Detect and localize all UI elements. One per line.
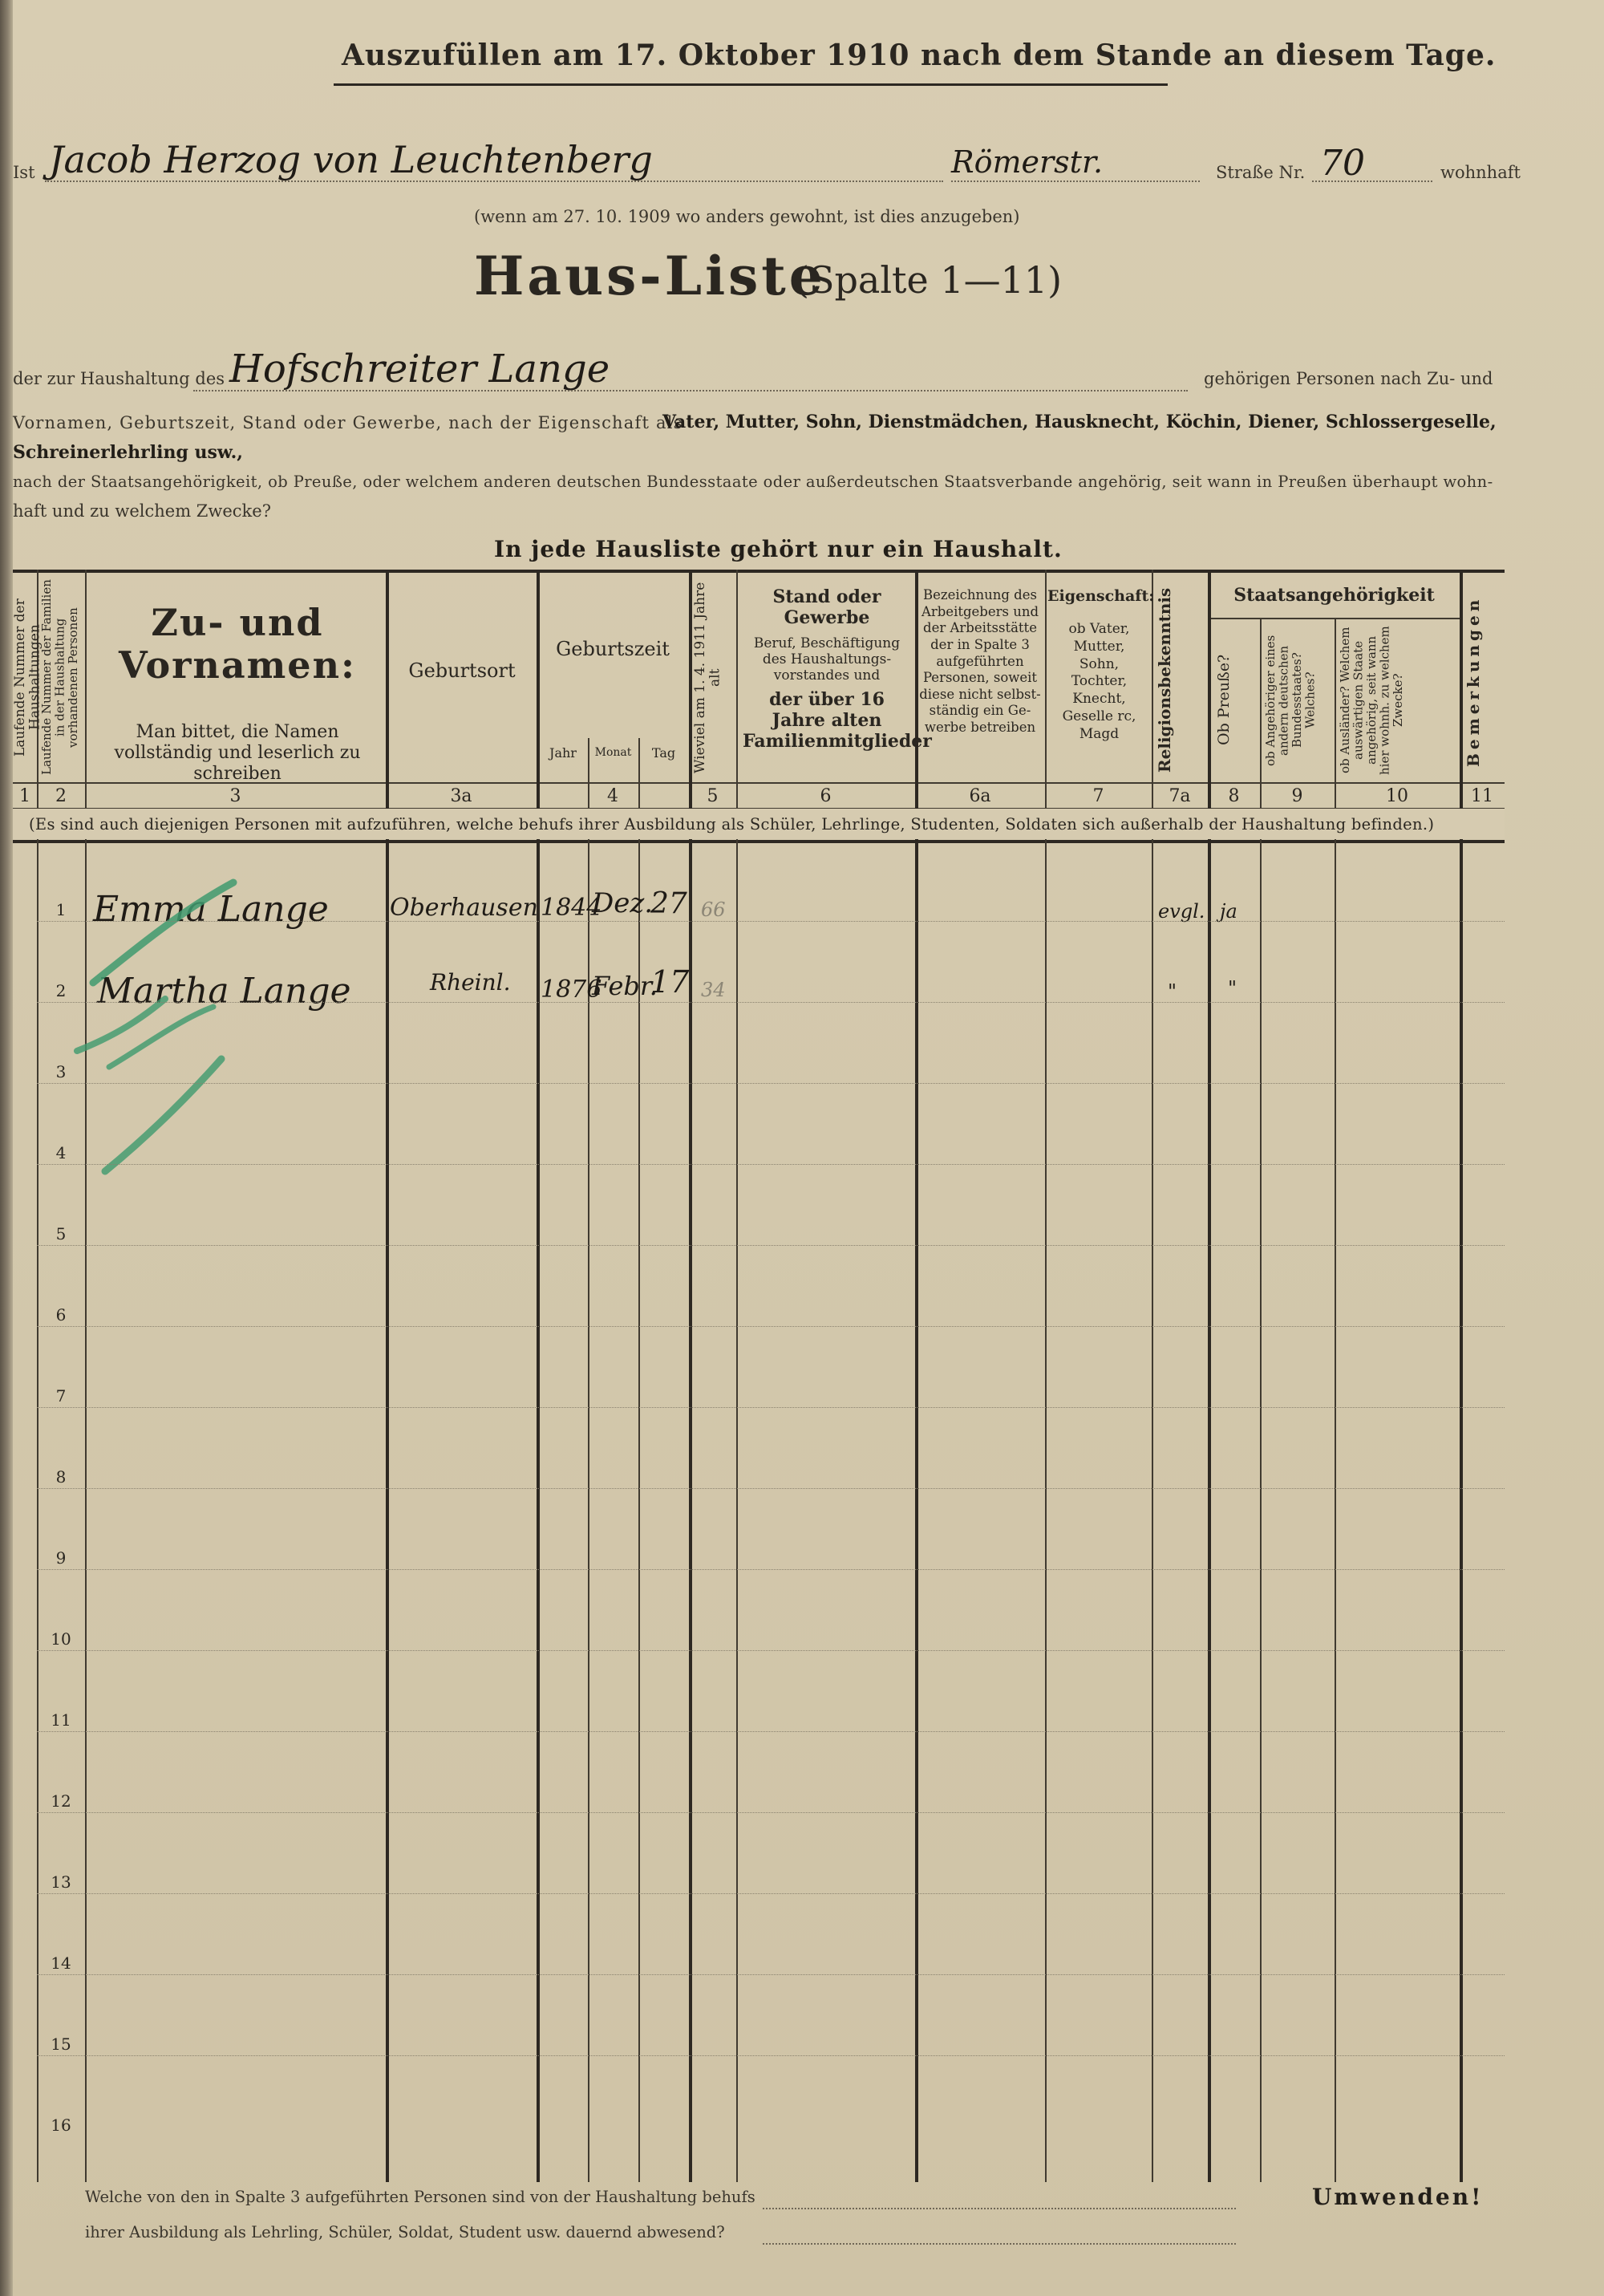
entry-birthplace[interactable]: Rheinl. — [430, 969, 511, 996]
colnum-11: 11 — [1471, 786, 1493, 806]
row-number: 13 — [51, 1872, 71, 1892]
col6a-header: Bezeichnung des Arbeitgebers und der Arbeitsstätte der in Spalte 3 aufgeführten Personen, soweit diese nicht selbst-ständig ein Ge-werbe betreiben — [919, 587, 1041, 735]
col-rule — [1335, 618, 1336, 2182]
entry-birth-year[interactable]: 1844 — [541, 894, 602, 922]
row-number: 10 — [51, 1629, 71, 1649]
absent-dotline-2 — [763, 2243, 1236, 2245]
col10-header: ob Ausländer? Welchem auswärtigen Staate angehörig, seit wann hier wohnh. zu welchem Zwecke? — [1338, 626, 1405, 775]
moved-note: (wenn am 27. 10. 1909 wo anders gewohnt, ist dies anzugeben) — [474, 207, 1020, 226]
row-separator — [37, 1893, 1505, 1894]
census-form-page — [13, 0, 1604, 2296]
intro-line5: haft und zu welchem Zwecke? — [13, 501, 271, 521]
row-separator — [37, 1245, 1505, 1246]
street-handwritten[interactable]: Römerstr. — [951, 144, 1104, 180]
col1-header: Laufende Nummer der Haushaltungen — [12, 598, 43, 757]
book-binding-edge — [0, 0, 13, 2296]
col2-header: Laufende Nummer der Familien in der Haushaltung vorhandenen Personen — [39, 579, 80, 776]
col4-jahr: Jahr — [549, 745, 577, 761]
owner-handwritten[interactable]: Jacob Herzog von Leuchtenberg — [49, 138, 653, 181]
col6-note: Beruf, Beschäftigung des Haushaltungs-vorstandes und — [753, 635, 901, 684]
entry-age[interactable]: 66 — [701, 899, 726, 921]
row-separator — [37, 1569, 1505, 1570]
entry-prussian[interactable]: ja — [1220, 900, 1237, 923]
household-prefix: der zur Haushaltung des — [13, 369, 225, 388]
form-title: Haus-Liste — [474, 245, 826, 307]
entry-age[interactable]: 34 — [701, 979, 726, 1001]
entry-religion[interactable]: " — [1168, 980, 1177, 1003]
colnum-7a: 7a — [1169, 786, 1191, 806]
col5-header: Wieviel am 1. 4. 1911 Jahre alt — [692, 582, 723, 774]
row-separator — [37, 1731, 1505, 1732]
intro-line2-plain: Vornamen, Geburtszeit, Stand oder Gewerbe, nach der Eigenschaft als — [13, 413, 683, 432]
colnum-7: 7 — [1092, 786, 1104, 806]
row-number: 1 — [55, 900, 67, 919]
col8-header: Ob Preuße? — [1215, 654, 1233, 746]
row-separator — [37, 1002, 1505, 1003]
row-separator — [37, 2055, 1505, 2056]
row-separator — [37, 1488, 1505, 1489]
col6-title: Stand oder Gewerbe — [772, 586, 881, 628]
row-separator — [37, 1650, 1505, 1651]
col4-header: Geburtszeit — [556, 638, 670, 660]
absent-dotline-1 — [763, 2208, 1236, 2209]
row-number: 2 — [55, 981, 67, 1000]
row-number: 7 — [55, 1386, 67, 1406]
row-separator — [37, 1974, 1505, 1975]
street-dotline — [951, 181, 1200, 182]
row-number: 5 — [55, 1224, 67, 1243]
absent-question-line1: Welche von den in Spalte 3 aufgeführten Personen sind von der Haushaltung behufs — [85, 2188, 755, 2206]
col3-note: Man bittet, die Namen vollständig und leserlich zu schreiben — [114, 722, 361, 784]
household-suffix: gehörigen Personen nach Zu- und — [1204, 369, 1493, 388]
col7-title: Eigenschaft: — [1047, 587, 1155, 605]
intro-line4: nach der Staatsangehörigkeit, ob Preuße, oder welchem anderen deutschen Bundesstaate oder außerdeutschen Staatsverbande angehörig, seit wann in Preußen überhaupt wohn- — [13, 473, 1493, 491]
row-separator — [37, 1083, 1505, 1084]
col7-note: ob Vater, Mutter, Sohn, Tochter, Knecht, Geselle rc, Magd — [1062, 621, 1136, 742]
colnum-10: 10 — [1386, 786, 1408, 806]
fill-date-instruction: Auszufüllen am 17. Oktober 1910 nach dem Stande an diesem Tage. — [342, 39, 1497, 72]
turn-page-note: Umwenden! — [1312, 2184, 1484, 2210]
absent-question-line2: ihrer Ausbildung als Lehrling, Schüler, Soldat, Student usw. dauernd abwesend? — [85, 2223, 725, 2241]
col-rule — [1260, 618, 1262, 2182]
entry-birth-year[interactable]: 1876 — [541, 976, 602, 1004]
owner-dotline — [45, 181, 943, 182]
row-number: 15 — [51, 2034, 71, 2054]
entry-birth-day[interactable]: 17 — [650, 964, 690, 1000]
note-row-text: (Es sind auch diejenigen Personen mit aufzuführen, welche behufs ihrer Ausbildung als Schüler, Lehrlinge, Studenten, Soldaten sich außerhalb der Haushaltung befinden.) — [29, 815, 1435, 834]
colnum-6a: 6a — [969, 786, 991, 806]
entry-name[interactable]: Emma Lange — [93, 889, 329, 930]
head-dotline — [193, 390, 1188, 391]
row-separator — [37, 1326, 1505, 1327]
intro-line3-bold: Schreinerlehrling usw., — [13, 442, 243, 463]
row-number: 14 — [51, 1953, 71, 1973]
col-rule — [638, 738, 640, 2182]
entry-birth-month[interactable]: Febr. — [592, 971, 658, 1001]
entry-name[interactable]: Martha Lange — [97, 971, 351, 1012]
row-number: 3 — [55, 1062, 67, 1081]
household-table — [13, 570, 1505, 2182]
strasse-nr-label: Straße Nr. — [1216, 163, 1306, 182]
row-number: 11 — [51, 1710, 71, 1730]
entry-prussian[interactable]: " — [1228, 977, 1237, 1000]
colnum-2: 2 — [55, 786, 67, 806]
staats-title: Staatsangehörigkeit — [1233, 585, 1435, 606]
ist-prefix: Ist — [13, 163, 35, 182]
colnum-5: 5 — [707, 786, 719, 806]
colnum-3a: 3a — [450, 786, 472, 806]
one-household-note: In jede Hausliste gehört nur ein Haushalt. — [494, 536, 1063, 562]
form-subtitle: (Spalte 1—11) — [795, 258, 1063, 302]
intro-line2-bold: Vater, Mutter, Sohn, Dienstmädchen, Hausknecht, Köchin, Diener, Schlossergeselle, — [662, 412, 1497, 432]
col3a-header: Geburtsort — [408, 659, 516, 682]
row-number: 16 — [51, 2115, 71, 2135]
row-number: 8 — [55, 1467, 67, 1487]
number-dotline — [1312, 181, 1432, 182]
wohnhaft-label: wohnhaft — [1440, 163, 1521, 182]
note-bottom-rule — [13, 840, 1505, 843]
row-number: 6 — [55, 1305, 67, 1324]
colnum-9: 9 — [1291, 786, 1303, 806]
col3-title: Zu- und Vornamen: — [119, 601, 356, 687]
col9-header: ob Angehöriger eines andern deutschen Bundesstaates? Welches? — [1263, 635, 1318, 766]
table-top-rule — [13, 570, 1505, 573]
row-separator — [37, 1164, 1505, 1165]
row-separator — [37, 1407, 1505, 1408]
colnum-8: 8 — [1228, 786, 1240, 806]
row-number: 9 — [55, 1548, 67, 1568]
row-number: 12 — [51, 1791, 71, 1811]
colnum-3: 3 — [229, 786, 241, 806]
col4-tag: Tag — [651, 745, 676, 761]
row-number: 4 — [55, 1143, 67, 1162]
col7a-header: Religionsbekenntnis — [1155, 587, 1174, 773]
instruction-underline — [334, 83, 1168, 86]
colnum-6: 6 — [820, 786, 832, 806]
col6-bold-note: der über 16 Jahre alten Familienmitglieder — [743, 689, 932, 752]
col11-header: Bemerkungen — [1464, 595, 1483, 767]
entry-birthplace[interactable]: Oberhausen — [390, 894, 538, 922]
row-separator — [37, 1812, 1505, 1813]
entry-religion[interactable]: evgl. — [1158, 900, 1205, 923]
row-separator — [37, 921, 1505, 922]
household-head-handwritten[interactable]: Hofschreiter Lange — [229, 347, 610, 391]
col4-monat: Monat — [594, 746, 632, 759]
colnum-4: 4 — [607, 786, 618, 806]
green-crayon-marks — [61, 878, 245, 1183]
staats-rule — [1208, 618, 1460, 619]
colnum-1: 1 — [19, 786, 30, 806]
entry-birth-day[interactable]: 27 — [650, 887, 687, 920]
house-number-handwritten[interactable]: 70 — [1320, 143, 1365, 184]
col-rule — [588, 738, 589, 2182]
entry-birth-month[interactable]: Dez. — [592, 887, 654, 919]
